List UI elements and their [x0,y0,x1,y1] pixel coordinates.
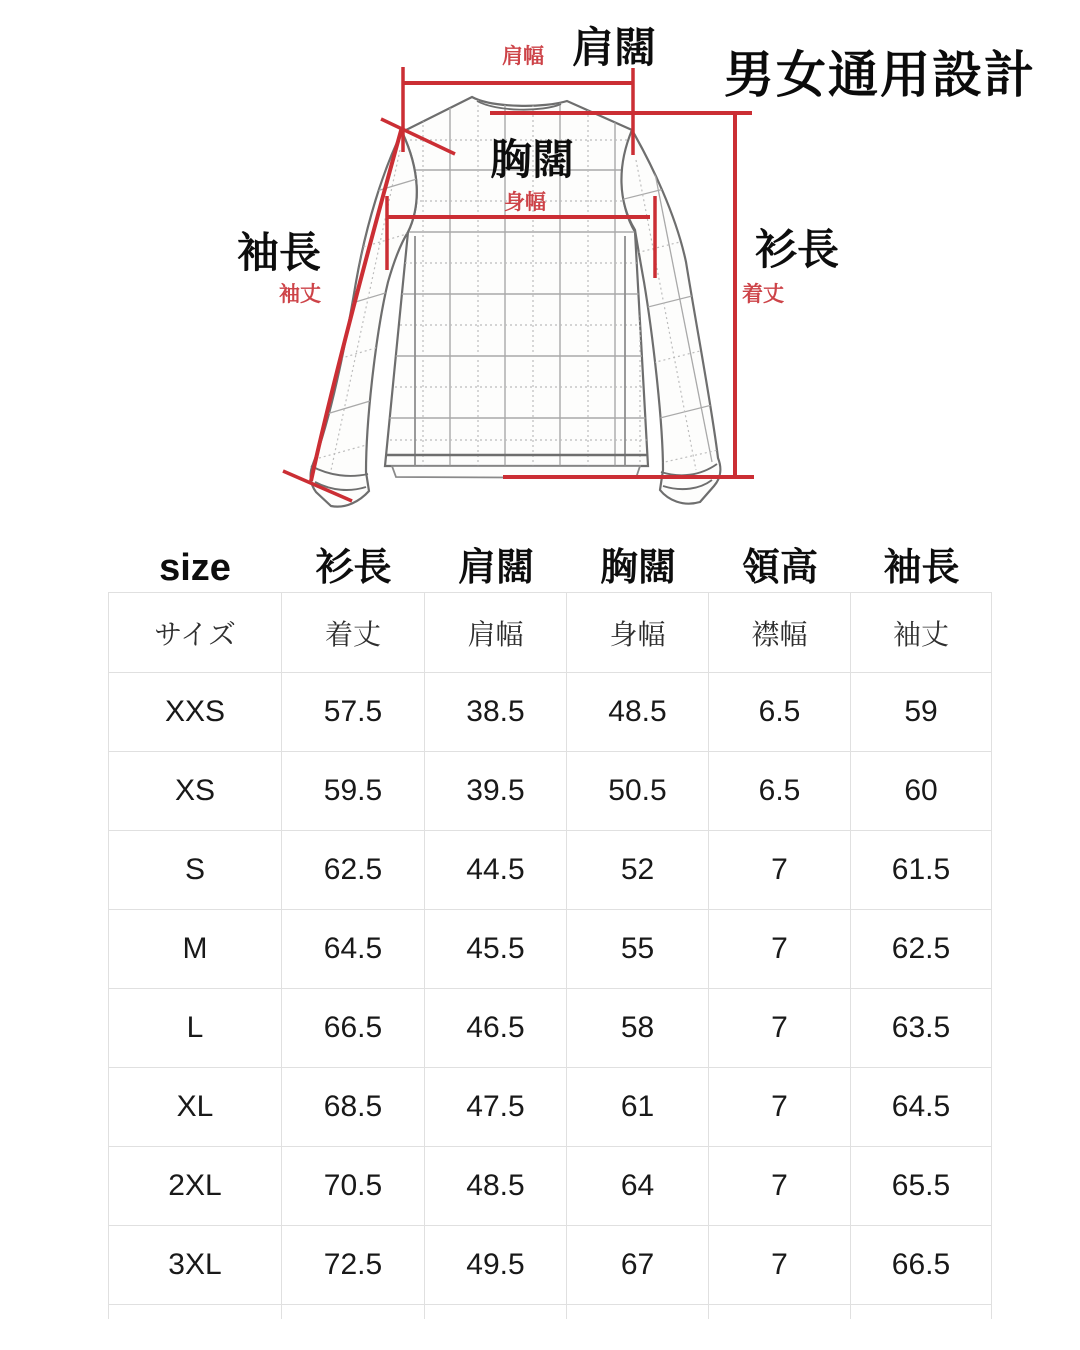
size-cell: XL [109,1068,282,1147]
subheader-cell: 身幅 [567,593,709,673]
size-cell: 2XL [109,1147,282,1226]
size-cell: XXS [109,673,282,752]
col-header-chest: 胸闊 [599,547,676,589]
size-cell: M [109,910,282,989]
table-row-xl [109,1068,991,1147]
col-header-length: 衫長 [315,547,392,589]
value-cell: 66.5 [851,1226,991,1305]
value-cell: 47.5 [425,1068,567,1147]
value-cell: 65.5 [851,1147,991,1226]
size-cell: L [109,989,282,1068]
value-cell: 66.5 [282,989,425,1068]
table-row-l [109,989,991,1068]
subheader-cell: サイズ [109,593,282,673]
table-row-2xl [109,1147,991,1226]
value-cell: 7 [709,831,851,910]
value-cell: 58 [567,989,709,1068]
table-row-m [109,910,991,989]
value-cell: 60 [851,752,991,831]
value-cell: 7 [709,910,851,989]
value-cell: 6.5 [709,752,851,831]
value-cell: 6.5 [709,673,851,752]
value-cell: 64.5 [282,910,425,989]
size-cell: XS [109,752,282,831]
value-cell: 7 [709,1226,851,1305]
sleeve-label-jp: 袖丈 [279,283,321,306]
value-cell: 64 [567,1147,709,1226]
unisex-design-title: 男女通用設計 [724,47,1036,103]
value-cell: 61.5 [851,831,991,910]
table-row-3xl [109,1226,991,1305]
value-cell: 49.5 [425,1226,567,1305]
col-header-collar: 領高 [741,547,818,589]
col-header-shoulder: 肩闊 [457,547,534,589]
value-cell: 64.5 [851,1068,991,1147]
col-header-size: size [159,547,231,589]
value-cell: 59.5 [282,752,425,831]
value-cell: 50.5 [567,752,709,831]
col-header-sleeve: 袖長 [883,547,960,589]
shoulder-label-cn: 肩闊 [572,24,657,71]
table-row-s [109,831,991,910]
value-cell: 45.5 [425,910,567,989]
value-cell: 44.5 [425,831,567,910]
value-cell: 57.5 [282,673,425,752]
value-cell: 62.5 [282,831,425,910]
length-label-jp: 着丈 [742,283,784,306]
value-cell: 59 [851,673,991,752]
value-cell: 61 [567,1068,709,1147]
value-cell: 63.5 [851,989,991,1068]
sleeve-label-cn: 袖長 [237,229,322,276]
subheader-cell: 袖丈 [851,593,991,673]
table-row-xs [109,752,991,831]
value-cell: 39.5 [425,752,567,831]
value-cell: 48.5 [567,673,709,752]
value-cell: 55 [567,910,709,989]
value-cell: 48.5 [425,1147,567,1226]
value-cell: 52 [567,831,709,910]
value-cell: 7 [709,989,851,1068]
table-row-xxs [109,673,991,752]
size-cell: 3XL [109,1226,282,1305]
subheader-cell: 襟幅 [709,593,851,673]
subheader-cell: 肩幅 [425,593,567,673]
chest-label-jp: 身幅 [504,191,546,214]
value-cell: 70.5 [282,1147,425,1226]
table-row-partial [109,1305,991,1319]
size-cell: S [109,831,282,910]
shoulder-label-jp: 肩幅 [502,45,544,68]
value-cell: 62.5 [851,910,991,989]
subheader-cell: 着丈 [282,593,425,673]
size-table [108,592,992,1319]
value-cell: 67 [567,1226,709,1305]
value-cell: 38.5 [425,673,567,752]
chest-label-cn: 胸闊 [490,136,575,183]
value-cell: 7 [709,1147,851,1226]
table-header-row [108,546,992,590]
value-cell: 46.5 [425,989,567,1068]
length-label-cn: 衫長 [755,226,840,273]
value-cell: 68.5 [282,1068,425,1147]
value-cell: 7 [709,1068,851,1147]
table-subheader-row [109,593,991,673]
value-cell: 72.5 [282,1226,425,1305]
